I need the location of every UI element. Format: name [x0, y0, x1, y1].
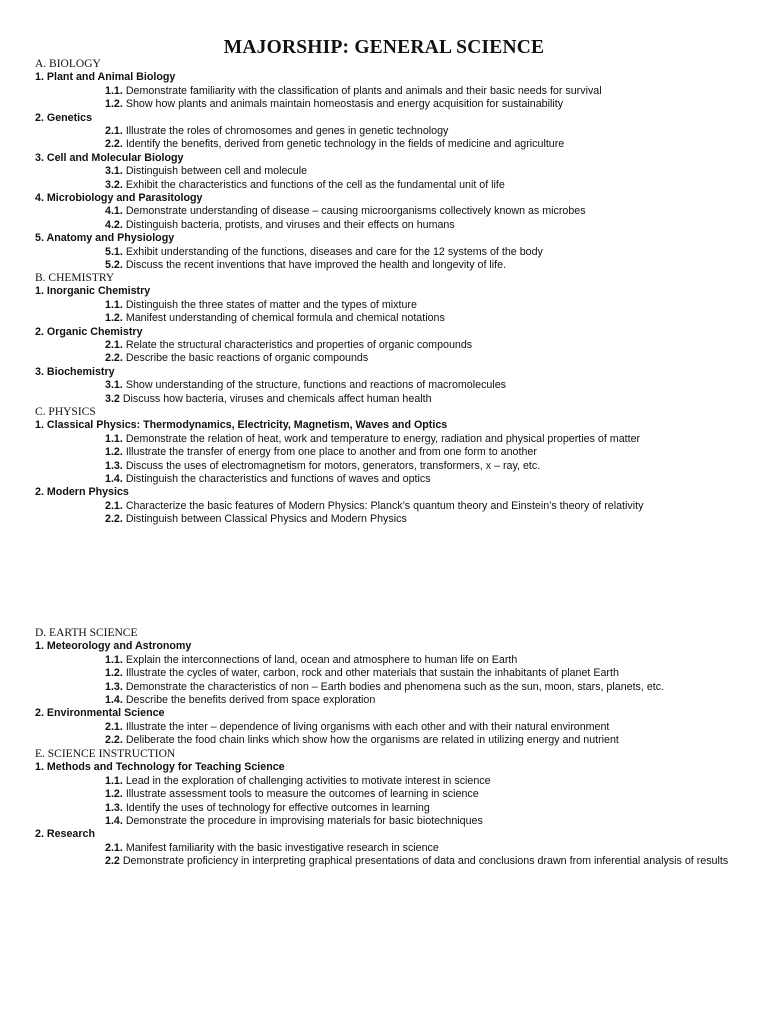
objective-number: 4.1. [105, 205, 123, 218]
objective-number: 2.2. [105, 513, 123, 526]
objective-text: Distinguish bacteria, protists, and viruses and their effects on humans [125, 218, 455, 231]
objective-item [35, 125, 745, 138]
section-heading: A. BIOLOGY [35, 58, 101, 70]
section-heading: D. EARTH SCIENCE [35, 627, 138, 639]
objective-number: 1.4. [105, 473, 123, 485]
topic-heading: 2. Genetics [35, 111, 93, 124]
objective-item [35, 500, 745, 513]
topic-heading: 2. Modern Physics [35, 486, 129, 499]
objective-item [35, 379, 745, 392]
objective-item [35, 85, 745, 98]
topic-heading: 2. Environmental Science [35, 707, 165, 720]
objective-text: Describe the basic reactions of organic compounds [125, 352, 369, 365]
objective-item [35, 473, 745, 486]
objective-number: 1.3. [105, 801, 123, 814]
objective-number: 3.2. [105, 178, 123, 191]
objective-number: 2.2. [105, 734, 123, 747]
objective-item [35, 433, 745, 446]
objective-text: Demonstrate proficiency in interpreting graphical presentations of data and conclusions drawn from inferential analysis of results [122, 855, 729, 868]
objective-number: 1.4. [105, 694, 123, 706]
objective-number: 1.2. [105, 788, 123, 801]
objective-text: Discuss the uses of electromagnetism for motors, generators, transformers, x – ray, etc. [125, 459, 541, 472]
objective-number: 3.1. [105, 379, 123, 392]
objective-text: Deliberate the food chain links which show how the organisms are related in utilizing energy and nutrient [125, 734, 619, 747]
objective-text: Demonstrate the characteristics of non – Earth bodies and phenomena such as the sun, moon, stars, planets, etc. [125, 680, 665, 693]
section [35, 748, 745, 869]
objective-number: 5.1. [105, 245, 123, 258]
section [35, 58, 745, 272]
objective-item [35, 775, 745, 788]
objective-item [35, 721, 745, 734]
topic-heading: 1. Inorganic Chemistry [35, 285, 151, 298]
section-heading: E. SCIENCE INSTRUCTION [35, 748, 176, 760]
topic-heading: 1. Classical Physics: Thermodynamics, Electricity, Magnetism, Waves and Optics [35, 419, 448, 432]
objective-item [35, 694, 745, 707]
objective-text: Demonstrate the procedure in improvising materials for basic biotechniques [125, 815, 483, 827]
objective-number: 3.1. [105, 165, 123, 178]
objective-item [35, 667, 745, 680]
objective-number: 1.1. [105, 432, 123, 445]
objective-number: 1.2. [105, 667, 123, 680]
objective-text: Distinguish between cell and molecule [125, 165, 308, 178]
objective-number: 1.1. [105, 298, 123, 311]
topic-heading: 2. Research [35, 828, 96, 841]
objective-item [35, 460, 745, 473]
objective-text: Show how plants and animals maintain homeostasis and energy acquisition for sustainability [125, 98, 564, 111]
objective-item [35, 734, 745, 747]
section [35, 627, 745, 748]
document-title: MAJORSHIP: GENERAL SCIENCE [223, 37, 545, 58]
objective-text: Demonstrate understanding of disease – causing microorganisms collectively known as microbes [125, 205, 586, 218]
topic-heading: 1. Methods and Technology for Teaching Science [35, 761, 285, 774]
section-heading: B. CHEMISTRY [35, 272, 115, 284]
section [35, 406, 745, 527]
objective-item [35, 219, 745, 232]
objective-item [35, 98, 745, 111]
objective-item [35, 815, 745, 828]
objective-item [35, 246, 745, 259]
objective-text: Lead in the exploration of challenging activities to motivate interest in science [125, 774, 491, 787]
objective-text: Explain the interconnections of land, ocean and atmosphere to human life on Earth [125, 653, 518, 666]
objective-text: Manifest familiarity with the basic investigative research in science [125, 841, 439, 854]
objective-item [35, 802, 745, 815]
objective-number: 2.1. [105, 499, 123, 512]
objective-text: Distinguish the characteristics and functions of waves and optics [125, 473, 431, 485]
objective-number: 5.2. [105, 259, 123, 271]
objective-item [35, 842, 745, 855]
objective-text: Exhibit understanding of the functions, diseases and care for the 12 systems of the body [125, 245, 543, 258]
topic-heading: 5. Anatomy and Physiology [35, 232, 175, 245]
objective-number: 2.2. [105, 138, 123, 151]
objective-text: Illustrate the inter – dependence of living organisms with each other and with their natural environment [125, 720, 610, 733]
objective-item [35, 788, 745, 801]
objective-text: Describe the benefits derived from space exploration [125, 694, 376, 706]
objective-item [35, 312, 745, 325]
objective-item [35, 165, 745, 178]
objective-number: 2.2 [105, 855, 120, 868]
objective-number: 2.1. [105, 720, 123, 733]
objective-number: 1.1. [105, 774, 123, 787]
section-heading: C. PHYSICS [35, 406, 96, 418]
objective-number: 1.3. [105, 680, 123, 693]
objective-item [35, 259, 745, 272]
objective-text: Identify the benefits, derived from genetic technology in the fields of medicine and agriculture [125, 138, 565, 151]
objective-item [35, 205, 745, 218]
objective-text: Distinguish between Classical Physics and Modern Physics [125, 513, 407, 526]
objective-text: Exhibit the characteristics and functions of the cell as the fundamental unit of life [125, 178, 505, 191]
objective-text: Illustrate assessment tools to measure the outcomes of learning in science [125, 788, 479, 801]
objective-text: Illustrate the roles of chromosomes and genes in genetic technology [125, 124, 449, 137]
objective-number: 1.1. [105, 653, 123, 666]
topic-heading: 3. Biochemistry [35, 365, 115, 378]
objective-text: Distinguish the three states of matter and the types of mixture [125, 298, 417, 311]
objective-number: 1.3. [105, 459, 123, 472]
objective-number: 2.1. [105, 338, 123, 351]
objective-text: Demonstrate familiarity with the classification of plants and animals and their basic needs for survival [125, 84, 602, 97]
objective-number: 2.1. [105, 841, 123, 854]
objective-item [35, 855, 768, 868]
objective-text: Demonstrate the relation of heat, work and temperature to energy, radiation and physical properties of matter [125, 432, 641, 445]
objective-number: 1.2. [105, 312, 123, 325]
objective-number: 2.2. [105, 352, 123, 365]
objective-item [35, 513, 745, 526]
objective-text: Show understanding of the structure, functions and reactions of macromolecules [125, 379, 507, 392]
objective-text: Discuss how bacteria, viruses and chemicals affect human health [122, 392, 432, 405]
objective-text: Manifest understanding of chemical formula and chemical notations [125, 312, 445, 325]
section [35, 272, 745, 406]
objective-text: Illustrate the transfer of energy from one place to another and from one form to another [125, 446, 537, 459]
topic-heading: 1. Plant and Animal Biology [35, 71, 176, 84]
objective-item [35, 352, 745, 365]
objective-item [35, 681, 745, 694]
objective-text: Relate the structural characteristics and properties of organic compounds [125, 338, 473, 351]
objective-text: Characterize the basic features of Modern Physics: Planck’s quantum theory and Einstein’s theory of relativity [125, 499, 644, 512]
topic-heading: 4. Microbiology and Parasitology [35, 192, 203, 204]
objective-number: 1.2. [105, 446, 123, 459]
objective-item [35, 299, 745, 312]
objective-number: 3.2 [105, 392, 120, 405]
topic-heading: 3. Cell and Molecular Biology [35, 151, 184, 164]
objective-number: 1.2. [105, 98, 123, 111]
objective-item [35, 654, 745, 667]
objective-text: Discuss the recent inventions that have improved the health and longevity of life. [125, 259, 507, 271]
objective-number: 4.2. [105, 218, 123, 231]
objective-number: 1.1. [105, 84, 123, 97]
objective-text: Illustrate the cycles of water, carbon, rock and other materials that sustain the inhabitants of planet Earth [125, 667, 619, 680]
objective-number: 1.4. [105, 815, 123, 827]
objective-item [35, 393, 745, 406]
objective-number: 2.1. [105, 124, 123, 137]
topic-heading: 1. Meteorology and Astronomy [35, 640, 192, 653]
objective-item [35, 138, 745, 151]
objective-item [35, 339, 745, 352]
objective-item [35, 179, 745, 192]
objective-text: Identify the uses of technology for effective outcomes in learning [125, 801, 430, 814]
topic-heading: 2. Organic Chemistry [35, 325, 143, 338]
objective-item [35, 446, 745, 459]
